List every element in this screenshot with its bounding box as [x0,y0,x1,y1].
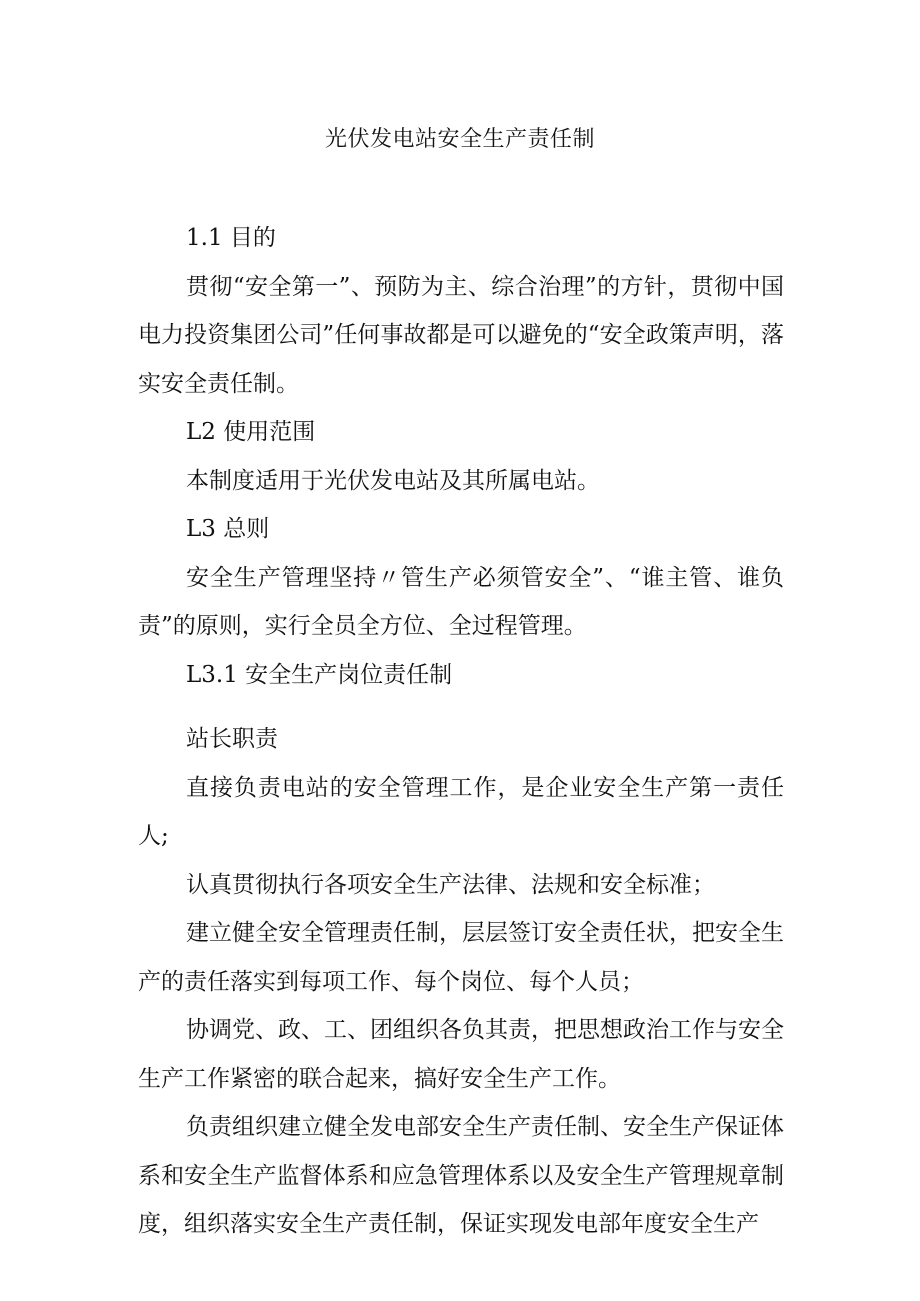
duty-item: 直接负责电站的安全管理工作，是企业安全生产第一责任人; [138,774,784,849]
paragraph-scope: 本制度适用于光伏发电站及其所属电站。 [186,467,600,494]
section-heading-scope: L2 使用范围 [186,419,316,445]
role-heading-station-master: 站长职责 [186,726,278,752]
section-heading-general: L3 总则 [186,516,270,542]
paragraph-general: 安全生产管理坚持〃管生产必须管安全”、“谁主管、谁负责”的原则，实行全员全方位、全过程管理。 [138,564,784,639]
duty-item: 认真贯彻执行各项安全生产法律、法规和安全标准； [186,871,715,898]
section-heading-purpose: 1.1 目的 [186,225,276,251]
duty-item: 负责组织建立健全发电部安全生产责任制、安全生产保证体系和安全生产监督体系和应急管理体系以及安全生产管理规章制度，组织落实安全生产责任制，保证实现发电部年度安全生产 [138,1114,784,1237]
paragraph-purpose: 贯彻“安全第一”、预防为主、综合治理”的方针，贯彻中国电力投资集团公司”任何事故都是可以避免的“安全政策声明，落实安全责任制。 [138,273,784,397]
document-title: 光伏发电站安全生产责任制 [324,127,595,152]
duty-item: 协调党、政、工、团组织各负其责，把思想政治工作与安全生产工作紧密的联合起来，搞好安全生产工作。 [138,1017,784,1092]
document-body [138,214,784,1249]
duty-item: 建立健全安全管理责任制，层层签订安全责任状，把安全生产的责任落实到每项工作、每个岗位、每个人员； [138,920,784,995]
section-heading-responsibility: L3.1 安全生产岗位责任制 [186,661,453,688]
